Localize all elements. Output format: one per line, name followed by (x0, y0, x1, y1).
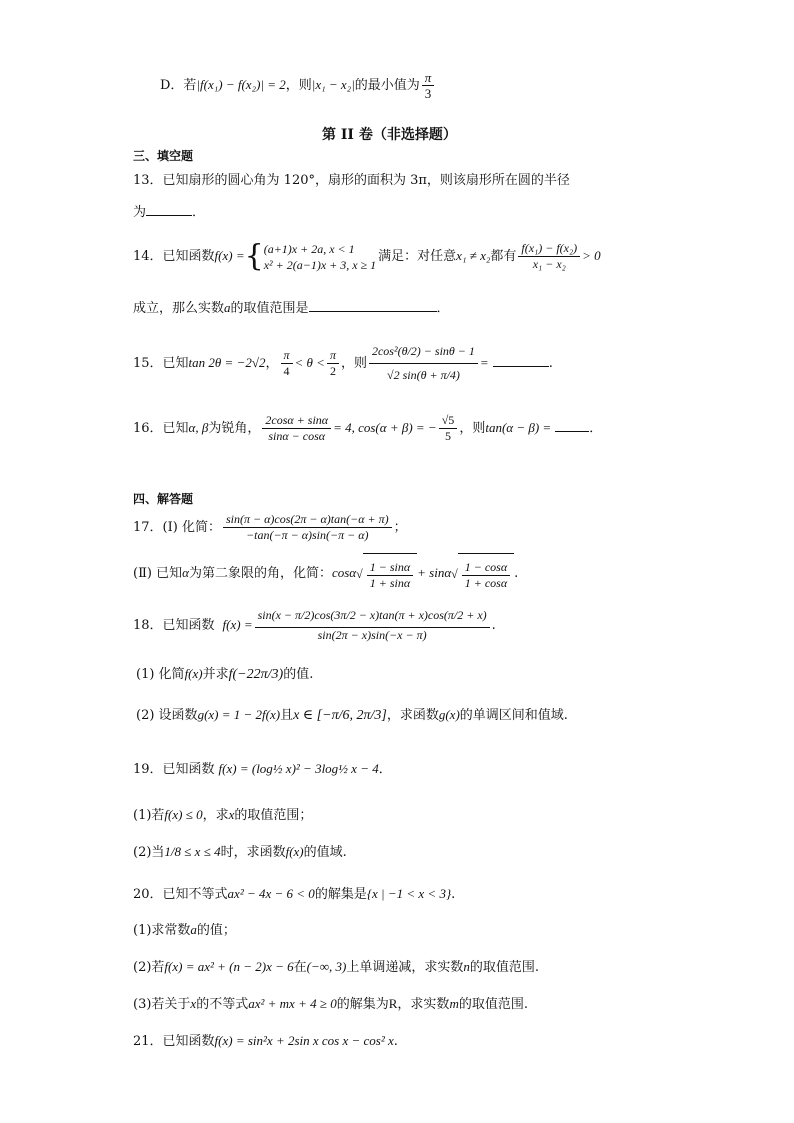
fraction: $\frac{2\cos\alpha + \sin\alpha}{\sin\alpha - \cos\alpha}$ (262, 413, 331, 444)
q19-part1: (1)若f(x) ≤ 0，求x的取值范围； (133, 807, 313, 823)
q14-line1: 14．已知函数f(x) ={ (a+1)x + 2a, x < 1 x² + 2(a−1)x + 3, x ≥ 1 满足：对任意x₁ ≠ x₂都有 $\frac{\text{f(x₁) − f(x₂)}}{\text{x₁ − x₂}}$ > 0 (133, 238, 601, 274)
q13-line2: 为 ． (133, 205, 206, 220)
answer-blank[interactable] (309, 299, 437, 312)
option-d: D．若|f(x₁) − f(x₂)| = 2，则|x₁ − x₂|的最小值为 $\frac{\pi}{3}$ (160, 70, 436, 101)
brace: { (244, 238, 264, 274)
part2-title: 第 II 卷（非选择题） (322, 127, 457, 143)
q15: 15．已知tan 2θ = −2√2， $\frac{\pi}{4}$ < θ < $\frac{\pi}{2}$ ，则 $\frac{\text{2cos²(θ/2) − sinθ − 1}}{√2 \sin(\theta + \pi/4)}$ = . (133, 344, 553, 382)
answer-blank[interactable] (493, 354, 549, 367)
answer-blank[interactable] (555, 419, 589, 432)
q18-part1: (1) 化简f(x)并求f(−22π/3)的值. (136, 666, 314, 682)
fraction: $\frac{\sin(\pi - \alpha)\cos(2\pi - \alpha)\tan(-\alpha + \pi)}{-\tan(-\pi - \alpha)\sin(-\pi - \alpha)}$ (223, 512, 392, 543)
q18-part2: (2) 设函数g(x) = 1 − 2f(x)且x ∈ [−π/6, 2π/3]，求函数g(x)的单调区间和值域. (136, 707, 568, 723)
q20-part2: (2)若f(x) = ax² + (n − 2)x − 6在(−∞, 3)上单调递减，求实数n的取值范围. (133, 959, 540, 975)
section3-title: 三、填空题 (133, 149, 194, 163)
q20-part3: (3)若关于x的不等式ax² + mx + 4 ≥ 0的解集为R，求实数m的取值范围. (133, 996, 528, 1012)
q14-line2: 成立，那么实数a的取值范围是 ． (133, 300, 450, 316)
q21: 21．已知函数f(x) = sin²x + 2sin x cos x − cos² x. (133, 1033, 398, 1049)
q16: 16．已知α, β为锐角， $\frac{2\cos\alpha + \sin\alpha}{\sin\alpha - \cos\alpha}$ = 4, cos(α + β) = − $\frac{√5}{5}$ ，则tan(α − β) = ． (133, 413, 603, 443)
q13-line1: 13．已知扇形的圆心角为 120°，扇形的面积为 3π，则该扇形所在圆的半径 (133, 173, 570, 188)
fraction: $\frac{\text{f(x₁) − f(x₂)}}{\text{x₁ − x₂}}$ (518, 241, 580, 272)
q19-part2: (2)当1/8 ≤ x ≤ 4时，求函数f(x)的值域. (133, 844, 347, 860)
q17-part2: (Ⅱ) 已知α为第二象限的角，化简：cosα√ $\frac{1 - \sin\alpha}{1 + \sin\alpha}$ + sinα√ $\frac{1 - \cos\alpha}{1 + \cos\alpha}$ . (133, 553, 518, 594)
q20: 20．已知不等式ax² − 4x − 6 < 0的解集是{x | −1 < x < 3}. (133, 886, 456, 902)
q19: 19．已知函数 f(x) = (log½ x)² − 3log½ x − 4． (133, 761, 392, 777)
q17-part1: 17．(Ⅰ) 化简： $\frac{\sin(\pi - \alpha)\cos(2\pi - \alpha)\tan(-\alpha + \pi)}{-\tan(-\pi - \alpha)\sin(-\pi - \alpha)}$ ； (133, 512, 407, 542)
section4-title: 四、解答题 (133, 492, 194, 506)
q18: 18．已知函数 f(x) = $\frac{\sin(x - \pi/2)\cos(3\pi/2 - x)\tan(\pi + x)\cos(\pi/2 + x)}{\sin(2\pi - x)\sin(-x - \pi)}$ . (133, 608, 496, 642)
answer-blank[interactable] (146, 203, 192, 216)
fraction: $\frac{\sin(x - \pi/2)\cos(3\pi/2 - x)\tan(\pi + x)\cos(\pi/2 + x)}{\sin(2\pi - x)\sin(-x - \pi)}$ (255, 608, 490, 643)
q20-part1: (1)求常数a的值； (133, 922, 236, 938)
fraction: $\frac{\text{2cos²(θ/2) − sinθ − 1}}{√2 \sin(\theta + \pi/4)}$ (369, 344, 478, 383)
fraction: $\frac{\pi}{3}$ (422, 70, 435, 101)
